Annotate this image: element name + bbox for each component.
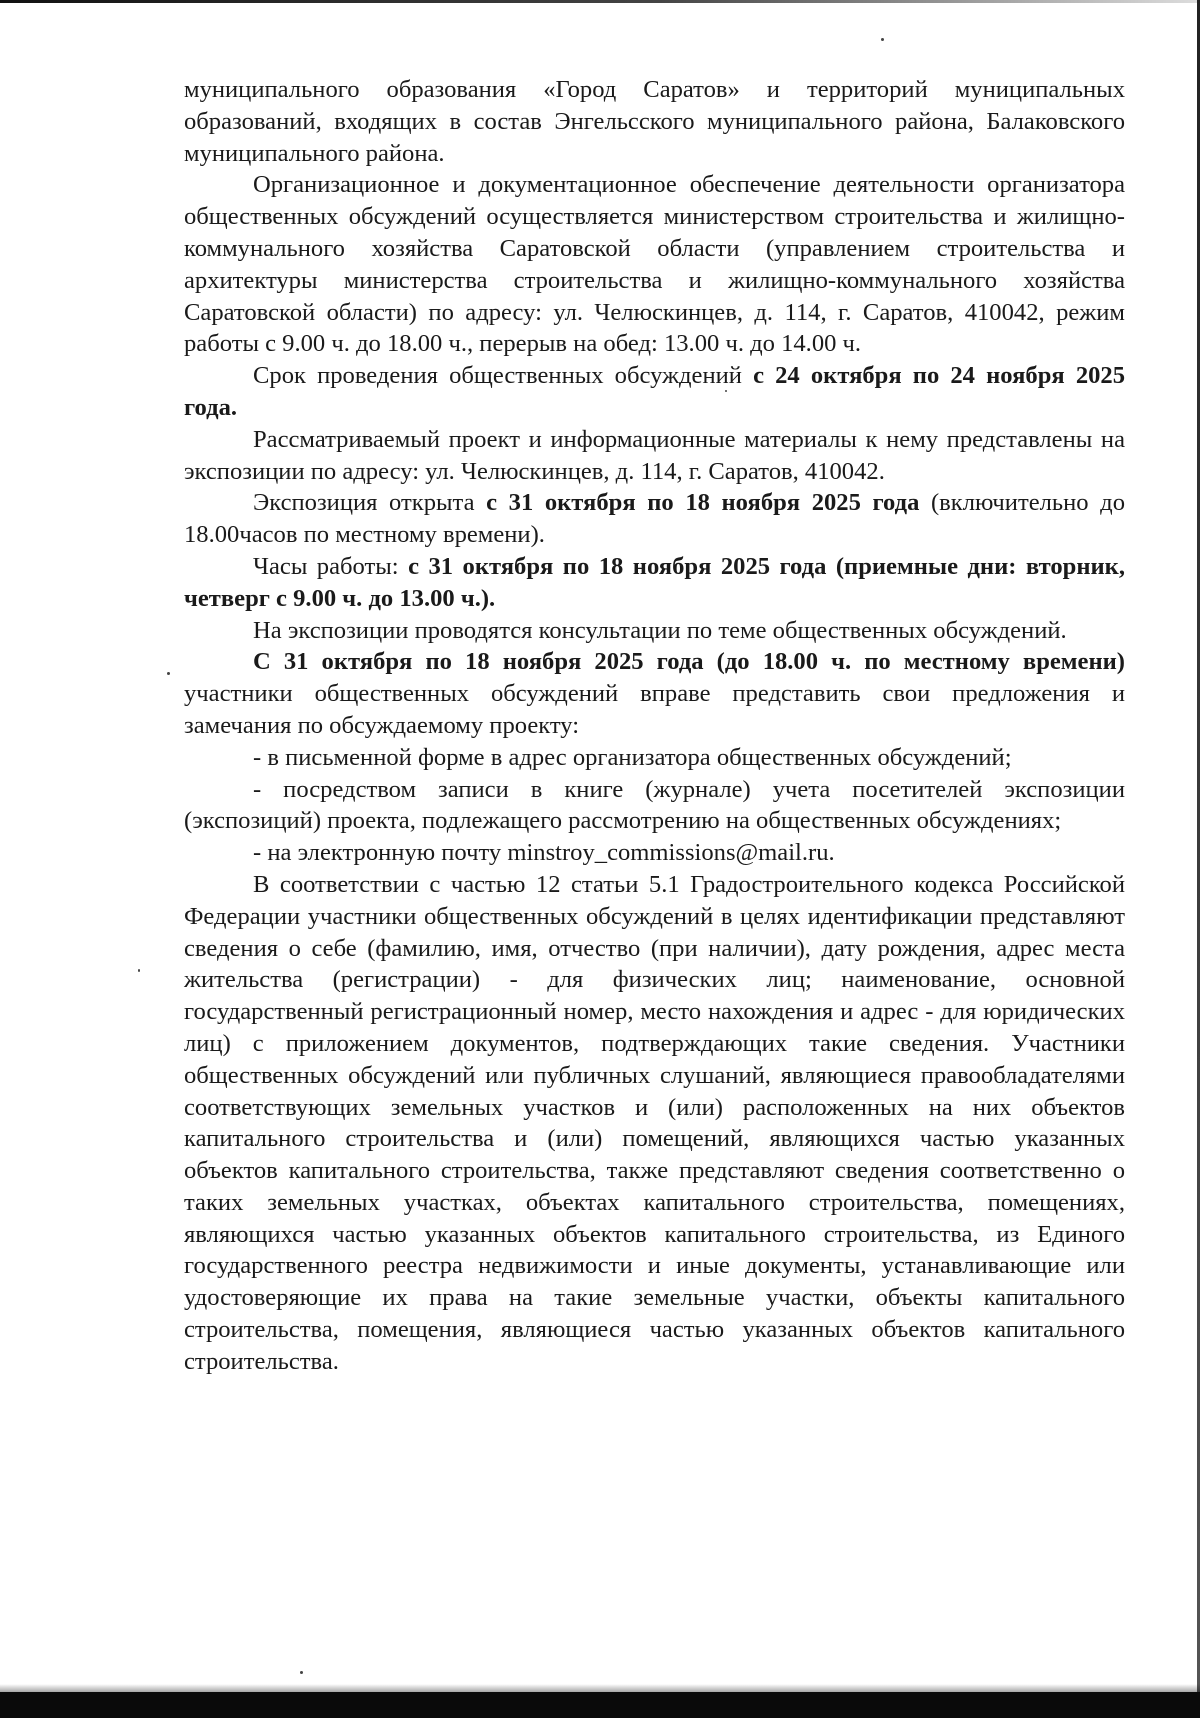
paragraph-period	[184, 360, 1125, 424]
paragraph-identification: В соответствии с частью 12 статьи 5.1 Градостроительного кодекса Российской Федерации участники общественных обсуждений в целях идентификации представляют сведения о себе (фамилию, имя, отчество (при наличии), дату рождения, адрес места жительства (регистрации) - для физических лиц; наименование, основной государственный регистрационный номер, место нахождения и адрес - для юридических лиц) с приложением документов, подтверждающих такие сведения. Участники общественных обсуждений или публичных слушаний, являющиеся правообладателями соответствующих земельных участков и (или) расположенных на них объектов капитального строительства и (или) помещений, являющихся частью указанных объектов капитального строительства, также представляют сведения соответственно о таких земельных участках, объектах капитального строительства, помещениях, являющихся частью указанных объектов капитального строительства, из Единого государственного реестра недвижимости и иные документы, устанавливающие или удостоверяющие их права на такие земельные участки, объекты капитального строительства, помещения, являющиеся частью указанных объектов капитального строительства.	[184, 870, 1125, 1375]
list-item-written: - в письменной форме в адрес организатора общественных обсуждений;	[253, 743, 1012, 771]
scan-speck	[167, 672, 170, 675]
paragraph-consultations: На экспозиции проводятся консультации по теме общественных обсуждений.	[253, 616, 1067, 644]
paragraph-continuation: муниципального образования «Город Саратов» и территорий муниципальных образований, входящих в состав Энгельсского муниципального района, Балаковского муниципального района.	[184, 76, 1125, 167]
list-item-journal: - посредством записи в книге (журнале) учета посетителей экспозиции (экспозиций) проекта, подлежащего рассмотрению на общественных обсуждениях;	[184, 775, 1125, 835]
scan-speck	[881, 38, 884, 41]
paragraph-proposals	[184, 646, 1125, 741]
paragraph-organizer: Организационное и документационное обеспечение деятельности организатора общественных обсуждений осуществляется министерством строительства и жилищно-коммунального хозяйства Саратовской области (управлением строительства и архитектуры министерства строительства и жилищно-коммунального хозяйства Саратовской области) по адресу: ул. Челюскинцев, д. 114, г. Саратов, 410042, режим работы с 9.00 ч. до 18.00 ч., перерыв на обед: 13.00 ч. до 14.00 ч.	[184, 171, 1125, 358]
paragraph-exposition-dates: с 31 октября по 18 ноября 2025 года	[486, 489, 920, 517]
paragraph-exposition-tail: (включительно до 18.00часов по местному времени).	[184, 489, 1125, 549]
scan-bottom-edge	[0, 1692, 1200, 1718]
paragraph-hours-lead: Часы работы:	[253, 552, 409, 580]
paragraph-hours-dates: с 31 октября по 18 ноября 2025 года (приемные дни: вторник, четверг с 9.00 ч. до 13.00 ч.).	[184, 552, 1125, 612]
paragraph-materials: Рассматриваемый проект и информационные материалы к нему представлены на экспозиции по адресу: ул. Челюскинцев, д. 114, г. Саратов, 410042.	[184, 425, 1125, 485]
paragraph-exposition-lead: Экспозиция открыта	[253, 489, 487, 517]
scan-speck	[138, 969, 140, 972]
scan-speck	[300, 1671, 303, 1674]
list-item-email: - на электронную почту minstroy_commissions@mail.ru.	[253, 839, 835, 867]
document-body	[184, 74, 1125, 1378]
scan-bottom-shadow	[0, 1684, 1200, 1692]
scan-top-edge	[0, 0, 1200, 3]
paragraph-period-dates: с 24 октября по 24 ноября 2025 года.	[184, 362, 1126, 421]
paragraph-period-lead: Срок проведения общественных обсуждений	[253, 362, 754, 390]
paragraph-hours	[184, 551, 1125, 615]
paragraph-proposals-dates: С 31 октября по 18 ноября 2025 года (до 18.00 ч. по местному времени)	[253, 648, 1125, 676]
paragraph-proposals-tail: участники общественных обсуждений вправе представить свои предложения и замечания по обсуждаемому проекту:	[184, 680, 1125, 739]
paragraph-exposition	[184, 487, 1125, 551]
